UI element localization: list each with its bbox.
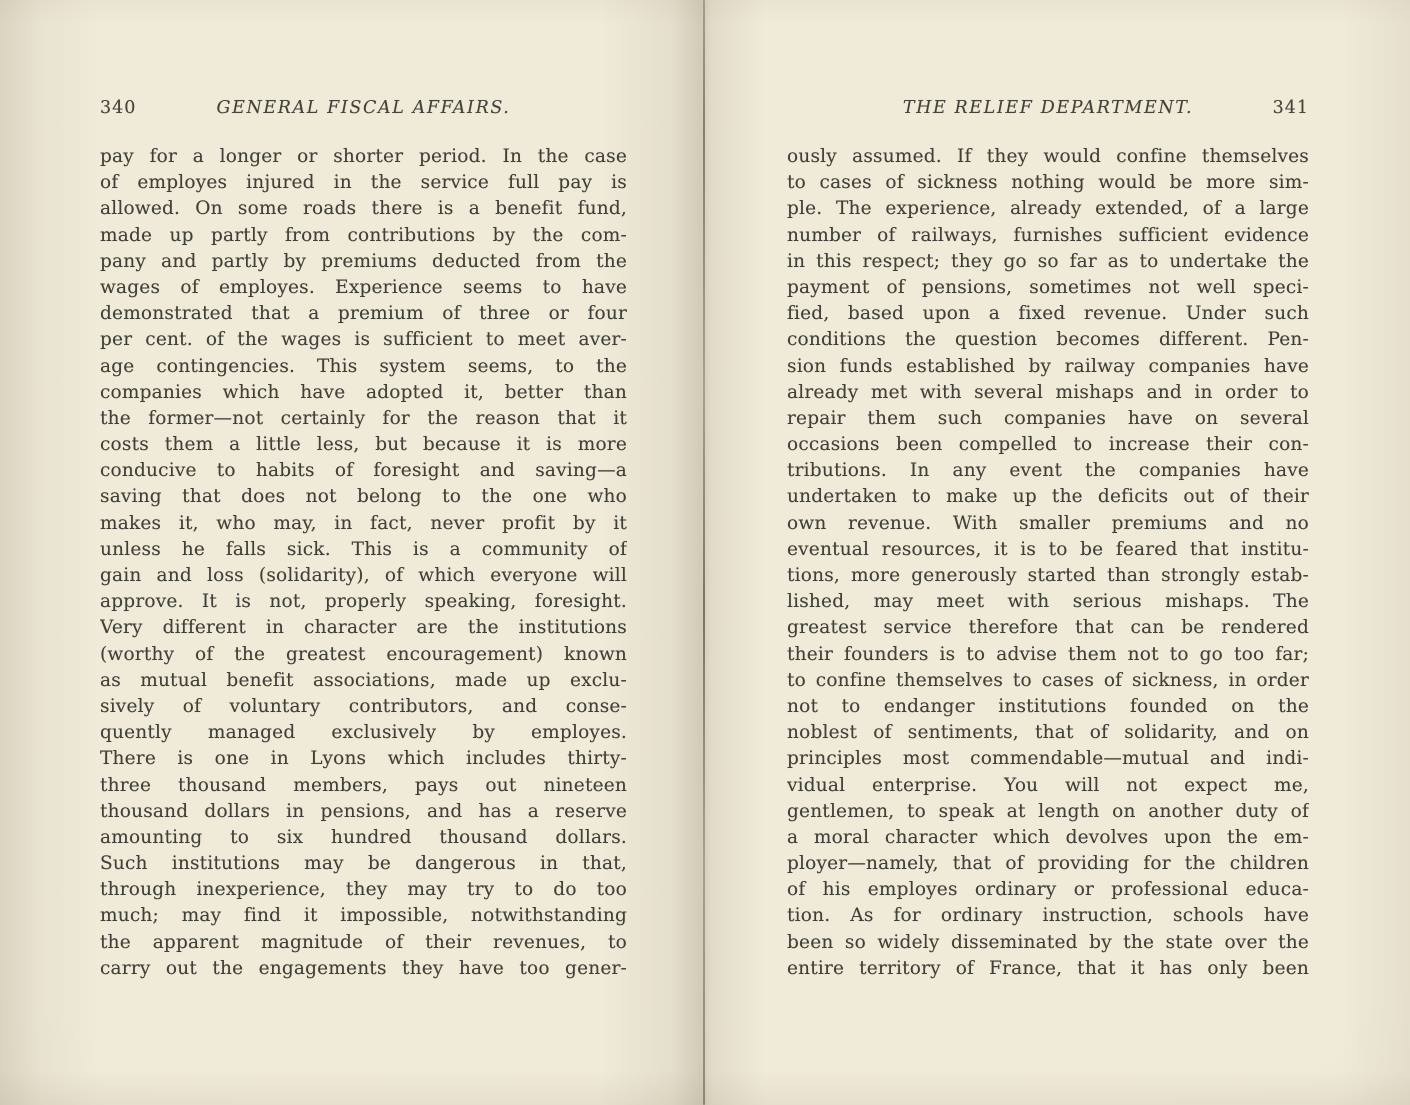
right-page bbox=[787, 98, 1309, 982]
text-line: tributions. In any event the companies have bbox=[787, 460, 1309, 482]
text-line: to cases of sickness nothing would be more sim- bbox=[787, 172, 1309, 194]
text-line: ously assumed. If they would confine themselves bbox=[787, 146, 1309, 167]
text-line: Such institutions may be dangerous in that, bbox=[100, 853, 627, 875]
text-line: occasions been compelled to increase their con- bbox=[787, 434, 1309, 456]
text-line: the apparent magnitude of their revenues, to bbox=[100, 931, 627, 953]
text-line: undertaken to make up the deficits out of their bbox=[787, 486, 1309, 508]
text-line: conditions the question becomes different. Pen- bbox=[787, 329, 1309, 351]
text-line: the former—not certainly for the reason that it bbox=[100, 407, 627, 429]
text-line: costs them a little less, but because it is more bbox=[100, 434, 627, 456]
text-line: ployer—namely, that of providing for the children bbox=[787, 853, 1309, 875]
text-line: Very different in character are the institutions bbox=[100, 617, 627, 639]
text-line: tion. As for ordinary instruction, schools have bbox=[787, 905, 1309, 927]
text-line: noblest of sentiments, that of solidarity, and on bbox=[787, 722, 1309, 744]
text-line: pay for a longer or shorter period. In the case bbox=[100, 146, 627, 167]
text-line: There is one in Lyons which includes thirty- bbox=[100, 748, 627, 770]
text-line: allowed. On some roads there is a benefit fund, bbox=[100, 198, 627, 220]
text-line: been so widely disseminated by the state over the bbox=[787, 931, 1309, 953]
left-header-title: GENERAL FISCAL AFFAIRS. bbox=[216, 98, 511, 118]
text-line: made up partly from contributions by the com- bbox=[100, 224, 627, 246]
left-page-text bbox=[100, 144, 627, 982]
text-line: age contingencies. This system seems, to the bbox=[100, 355, 627, 377]
text-line: sively of voluntary contributors, and conse- bbox=[100, 695, 627, 717]
text-line: (worthy of the greatest encouragement) known bbox=[100, 643, 627, 665]
text-line: fied, based upon a fixed revenue. Under such bbox=[787, 303, 1309, 325]
text-line: greatest service therefore that can be rendered bbox=[787, 617, 1309, 639]
text-line: sion funds established by railway companies have bbox=[787, 355, 1309, 377]
text-line: conducive to habits of foresight and saving—a bbox=[100, 460, 627, 482]
text-line: saving that does not belong to the one who bbox=[100, 486, 627, 508]
text-line: vidual enterprise. You will not expect me, bbox=[787, 774, 1309, 796]
text-line: unless he falls sick. This is a community of bbox=[100, 538, 627, 560]
text-line: their founders is to advise them not to go too far; bbox=[787, 643, 1309, 665]
page-gutter-seam bbox=[703, 0, 705, 1105]
text-line: payment of pensions, sometimes not well speci- bbox=[787, 276, 1309, 298]
right-header-title: THE RELIEF DEPARTMENT. bbox=[902, 98, 1194, 118]
text-line: entire territory of France, that it has only been bbox=[787, 957, 1309, 979]
text-line: lished, may meet with serious mishaps. The bbox=[787, 591, 1309, 613]
text-line: three thousand members, pays out nineteen bbox=[100, 774, 627, 796]
text-line: amounting to six hundred thousand dollars. bbox=[100, 826, 627, 848]
text-line: quently managed exclusively by employes. bbox=[100, 722, 627, 744]
text-line: gain and loss (solidarity), of which everyone will bbox=[100, 565, 627, 586]
left-page bbox=[100, 98, 627, 982]
text-line: a moral character which devolves upon the em- bbox=[787, 826, 1309, 848]
text-line: wages of employes. Experience seems to have bbox=[100, 276, 627, 298]
text-line: principles most commendable—mutual and indi- bbox=[787, 748, 1309, 770]
text-line: ple. The experience, already extended, of a large bbox=[787, 198, 1309, 220]
text-line: repair them such companies have on several bbox=[787, 407, 1309, 429]
text-line: eventual resources, it is to be feared that institu- bbox=[787, 538, 1309, 560]
text-line: own revenue. With smaller premiums and no bbox=[787, 512, 1309, 534]
text-line: makes it, who may, in fact, never profit by it bbox=[100, 512, 627, 534]
right-page-text bbox=[787, 144, 1309, 982]
text-line: of employes injured in the service full pay is bbox=[100, 172, 627, 194]
right-running-head bbox=[787, 98, 1309, 120]
text-line: number of railways, furnishes sufficient evidence bbox=[787, 224, 1309, 246]
text-line: as mutual benefit associations, made up exclu- bbox=[100, 669, 627, 691]
text-line: demonstrated that a premium of three or four bbox=[100, 303, 627, 325]
text-line: tions, more generously started than strongly estab- bbox=[787, 565, 1309, 586]
text-line: of his employes ordinary or professional educa- bbox=[787, 879, 1309, 901]
text-line: already met with several mishaps and in order to bbox=[787, 381, 1309, 403]
text-line: through inexperience, they may try to do too bbox=[100, 879, 627, 901]
text-line: gentlemen, to speak at length on another duty of bbox=[787, 800, 1309, 822]
text-line: not to endanger institutions founded on the bbox=[787, 695, 1309, 717]
text-line: pany and partly by premiums deducted from the bbox=[100, 250, 627, 272]
text-line: much; may find it impossible, notwithstanding bbox=[100, 905, 627, 927]
text-line: thousand dollars in pensions, and has a reserve bbox=[100, 800, 627, 822]
text-line: to confine themselves to cases of sickness, in order bbox=[787, 669, 1309, 691]
left-running-head bbox=[100, 98, 627, 120]
text-line: per cent. of the wages is sufficient to meet aver- bbox=[100, 329, 627, 351]
text-line: companies which have adopted it, better than bbox=[100, 381, 627, 403]
left-page-number: 340 bbox=[100, 98, 137, 118]
text-line: carry out the engagements they have too gener- bbox=[100, 957, 627, 979]
text-line: approve. It is not, properly speaking, foresight. bbox=[100, 591, 627, 613]
text-line: in this respect; they go so far as to undertake the bbox=[787, 250, 1309, 272]
right-page-number: 341 bbox=[1272, 98, 1309, 118]
